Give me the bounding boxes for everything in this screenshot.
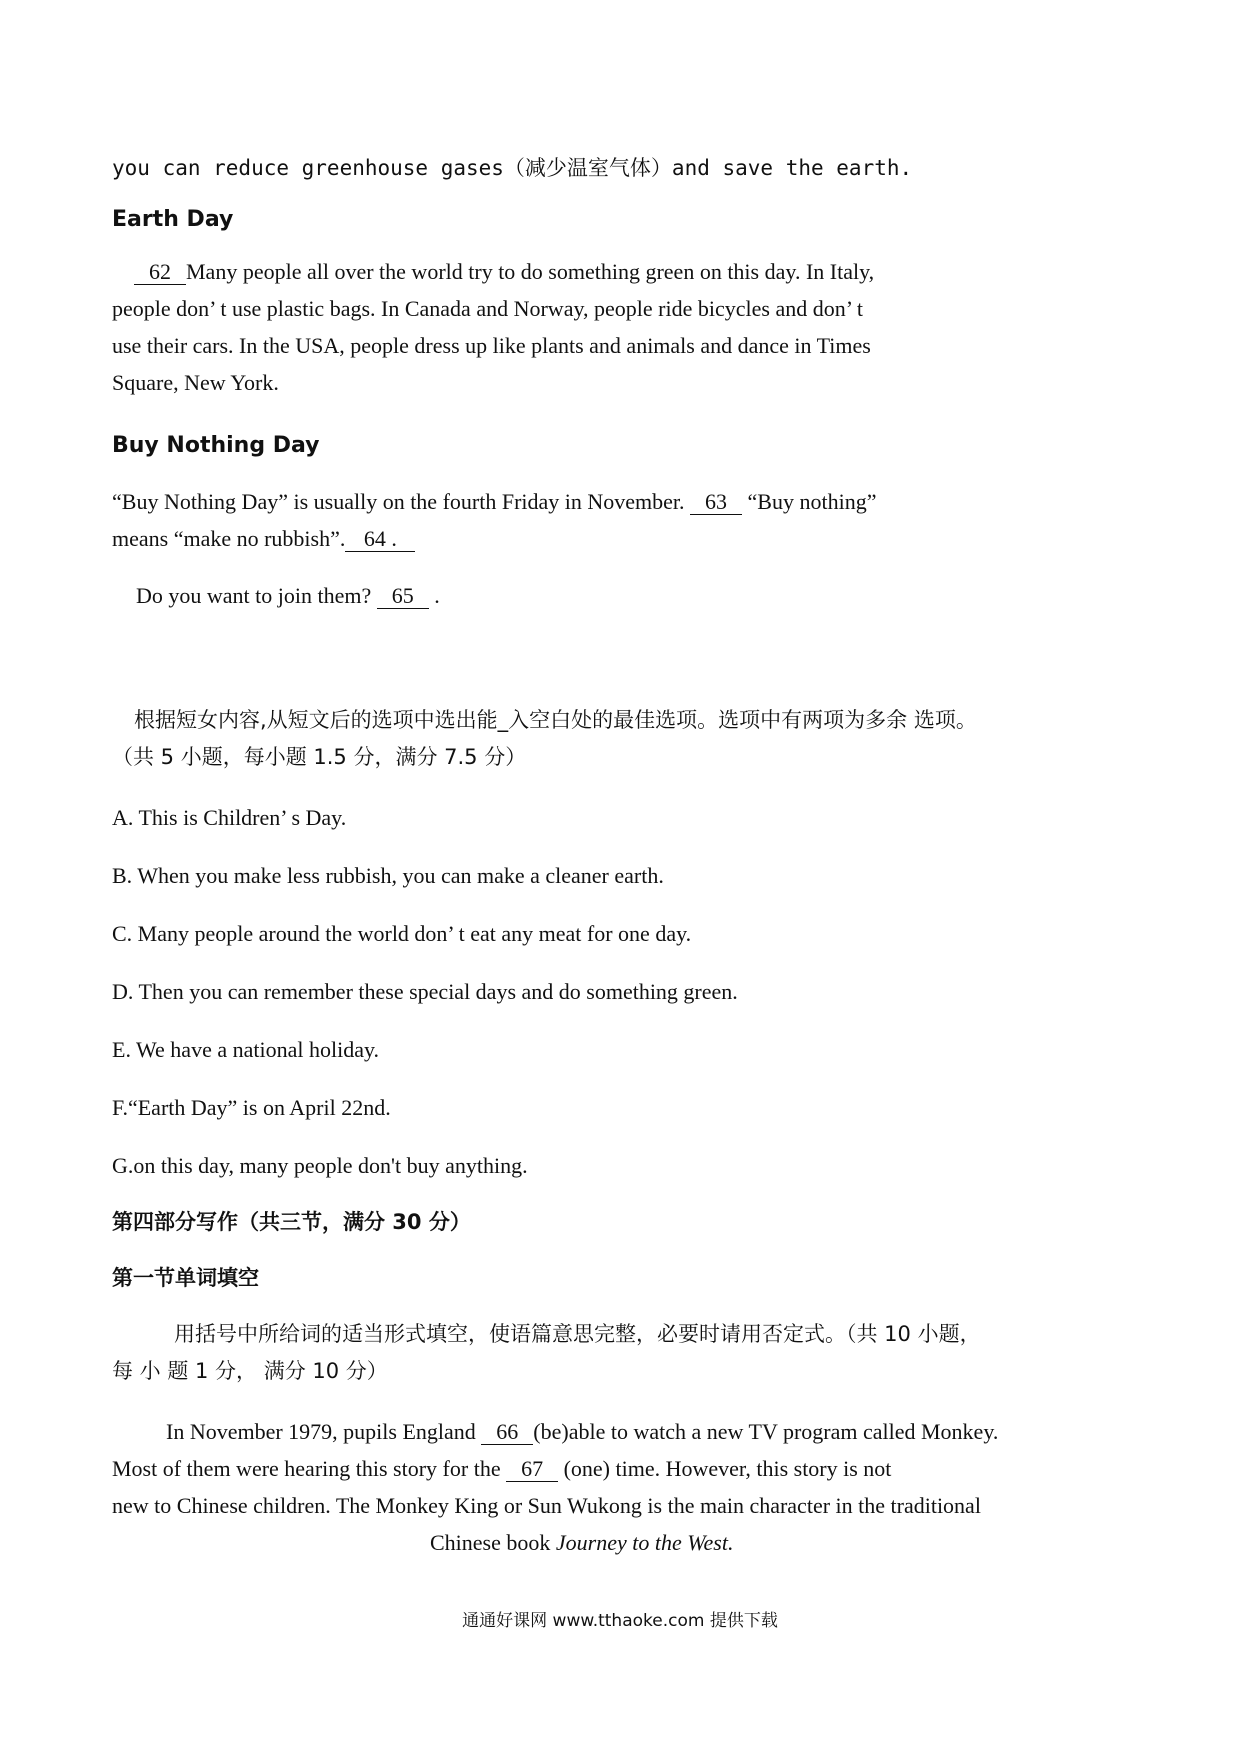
section1-heading: 第一节单词填空	[112, 1266, 259, 1290]
blank-62: 62	[134, 260, 186, 285]
passage-line-2	[112, 1455, 891, 1483]
passage-text-2a: Most of them were hearing this story for the	[112, 1456, 501, 1481]
blank-64: 64 .	[345, 527, 415, 552]
buy-nothing-text-1a: “Buy Nothing Day” is usually on the fourth Friday in November.	[112, 489, 685, 514]
earth-day-line-3: use their cars. In the USA, people dress up like plants and animals and dance in Times	[112, 333, 871, 358]
earth-day-heading: Earth Day	[112, 207, 234, 232]
blank-67: 67	[506, 1457, 558, 1482]
blank-63: 63	[690, 490, 742, 515]
buy-nothing-line-1	[112, 488, 876, 516]
earth-day-text-1: Many people all over the world try to do something green on this day. In Italy,	[186, 259, 875, 284]
passage-text-2b: (one) time. However, this story is not	[563, 1456, 892, 1481]
option-c: C. Many people around the world don’ t eat any meat for one day.	[112, 921, 692, 946]
passage-text-4a: Chinese book	[430, 1530, 556, 1555]
option-a: A. This is Children’ s Day.	[112, 805, 347, 830]
passage-line-4	[430, 1529, 733, 1557]
option-b: B. When you make less rubbish, you can make a cleaner earth.	[112, 863, 664, 888]
section1-instructions-line-2: 每 小 题 1 分， 满分 10 分）	[112, 1359, 388, 1383]
option-e: E. We have a national holiday.	[112, 1037, 380, 1062]
intro-line: you can reduce greenhouse gases（减少温室气体）and save the earth.	[112, 156, 913, 180]
buy-nothing-text-3a: Do you want to join them?	[136, 583, 372, 608]
section1-instructions-line-1: 用括号中所给词的适当形式填空，使语篇意思完整，必要时请用否定式。（共 10 小题，	[174, 1322, 981, 1346]
passage-line-3: new to Chinese children. The Monkey King or Sun Wukong is the main character in the traditional	[112, 1493, 981, 1518]
instructions-line-2: （共 5 小题，每小题 1.5 分，满分 7.5 分）	[112, 745, 527, 769]
buy-nothing-text-2a: means “make no rubbish”.	[112, 526, 346, 551]
buy-nothing-line-2	[112, 525, 415, 553]
part4-heading: 第四部分写作（共三节，满分 30 分）	[112, 1210, 471, 1234]
blank-66: 66	[481, 1420, 533, 1445]
earth-day-line-4: Square, New York.	[112, 370, 279, 395]
option-g: G.on this day, many people don't buy anything.	[112, 1153, 528, 1178]
footer-source: 通通好课网 www.tthaoke.com 提供下载	[462, 1611, 778, 1631]
buy-nothing-line-3	[136, 582, 440, 610]
earth-day-line-1	[112, 258, 874, 286]
instructions-line-1: 根据短女内容,从短文后的选项中选出能_入空白处的最佳选项。选项中有两项为多余 选项。	[134, 708, 977, 732]
blank-65: 65	[377, 584, 429, 609]
earth-day-line-2: people don’ t use plastic bags. In Canada and Norway, people ride bicycles and don’ t	[112, 296, 864, 321]
option-f: F.“Earth Day” is on April 22nd.	[112, 1095, 391, 1120]
buy-nothing-heading: Buy Nothing Day	[112, 433, 320, 458]
passage-line-1	[166, 1418, 998, 1446]
buy-nothing-text-1b: “Buy nothing”	[747, 489, 877, 514]
buy-nothing-text-3b: .	[434, 583, 440, 608]
book-title: Journey to the West.	[555, 1530, 734, 1555]
passage-text-1b: (be)able to watch a new TV program called Monkey.	[533, 1419, 999, 1444]
option-d: D. Then you can remember these special days and do something green.	[112, 979, 738, 1004]
passage-text-1a: In November 1979, pupils England	[166, 1419, 476, 1444]
